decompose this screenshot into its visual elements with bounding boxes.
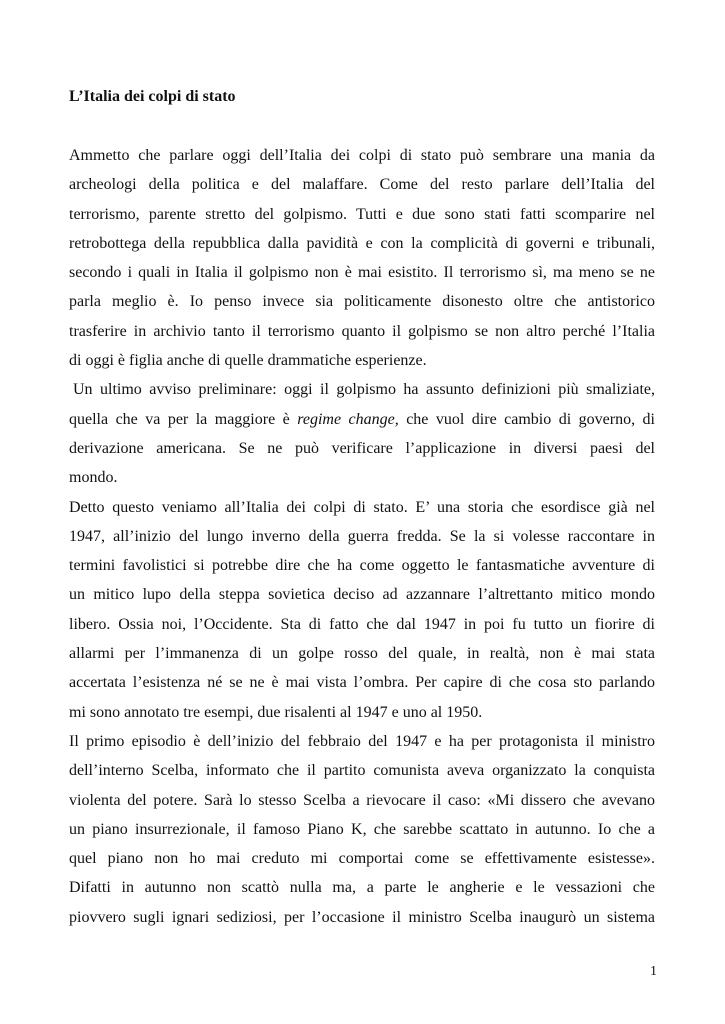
text-line: allarmi per l’immanenza di un golpe rosso del quale, in realtà, non è mai stata (69, 645, 655, 663)
text-line: Il primo episodio è dell’inizio del febbraio del 1947 e ha per protagonista il ministro (69, 732, 655, 750)
text-line: quel piano non ho mai creduto mi comportai come se effettivamente esistesse». (69, 850, 655, 868)
text-line: mondo. (69, 469, 118, 487)
text-line: secondo i quali in Italia il golpismo non è mai esistito. Il terrorismo sì, ma meno se ne (69, 264, 655, 282)
text-line: parla meglio è. Io penso invece sia politicamente disonesto oltre che antistorico (69, 293, 655, 311)
text-line: trasferire in archivio tanto il terrorismo quanto il golpismo se non altro perché l’Italia (69, 322, 655, 340)
text-fragment: quella che va per la maggiore è (69, 410, 298, 428)
text-line: retrobottega della repubblica dalla pavidità e con la complicità di governi e tribunali, (69, 234, 655, 252)
italic-term: regime change, (297, 410, 399, 428)
text-line: piovvero sugli ignari sediziosi, per l’occasione il ministro Scelba inaugurò un sistema (69, 908, 655, 926)
document-body (69, 141, 655, 932)
text-line: un piano insurrezionale, il famoso Piano K, che sarebbe scattato in autunno. Io che a (69, 820, 655, 838)
text-fragment: che vuol dire cambio di governo, di (398, 410, 655, 428)
text-line: violenta del potere. Sarà lo stesso Scelba a rievocare il caso: «Mi dissero che avevano (69, 791, 655, 809)
text-line: Detto questo veniamo all’Italia dei colpi di stato. E’ una storia che esordisce già nel (69, 498, 655, 516)
text-line: libero. Ossia noi, l’Occidente. Sta di fatto che dal 1947 in poi fu tutto un fiorire di (69, 615, 655, 633)
text-line: di oggi è figlia anche di quelle drammatiche esperienze. (69, 352, 427, 370)
text-line: Ammetto che parlare oggi dell’Italia dei colpi di stato può sembrare una mania da (69, 147, 655, 164)
page-number: 1 (650, 964, 657, 979)
document-title: L’Italia dei colpi di stato (69, 88, 236, 105)
text-line: Un ultimo avviso preliminare: oggi il golpismo ha assunto definizioni più smaliziate, (73, 381, 655, 399)
text-line: 1947, all’inizio del lungo inverno della guerra fredda. Se la si volesse raccontare in (69, 527, 655, 545)
text-line: accertata l’esistenza né se ne è mai vista l’ombra. Per capire di che cosa sto parlando (69, 674, 655, 692)
text-line: archeologi della politica e del malaffare. Come del resto parlare dell’Italia del (69, 176, 655, 194)
text-line: derivazione americana. Se ne può verificare l’applicazione in diversi paesi del (69, 439, 655, 457)
text-line: un mitico lupo della steppa sovietica deciso ad azzannare l’altrettanto mitico mondo (69, 586, 655, 604)
text-line: Difatti in autunno non scattò nulla ma, a parte le angherie e le vessazioni che (69, 879, 655, 897)
text-line: terrorismo, parente stretto del golpismo. Tutti e due sono stati fatti scomparire nel (69, 205, 655, 223)
text-line: termini favolistici si potrebbe dire che ha come oggetto le fantasmatiche avventure di (69, 557, 655, 575)
text-line: dell’interno Scelba, informato che il partito comunista aveva organizzato la conquista (69, 762, 655, 780)
text-line (69, 405, 655, 434)
text-line: mi sono annotato tre esempi, due risalenti al 1947 e uno al 1950. (69, 703, 483, 721)
